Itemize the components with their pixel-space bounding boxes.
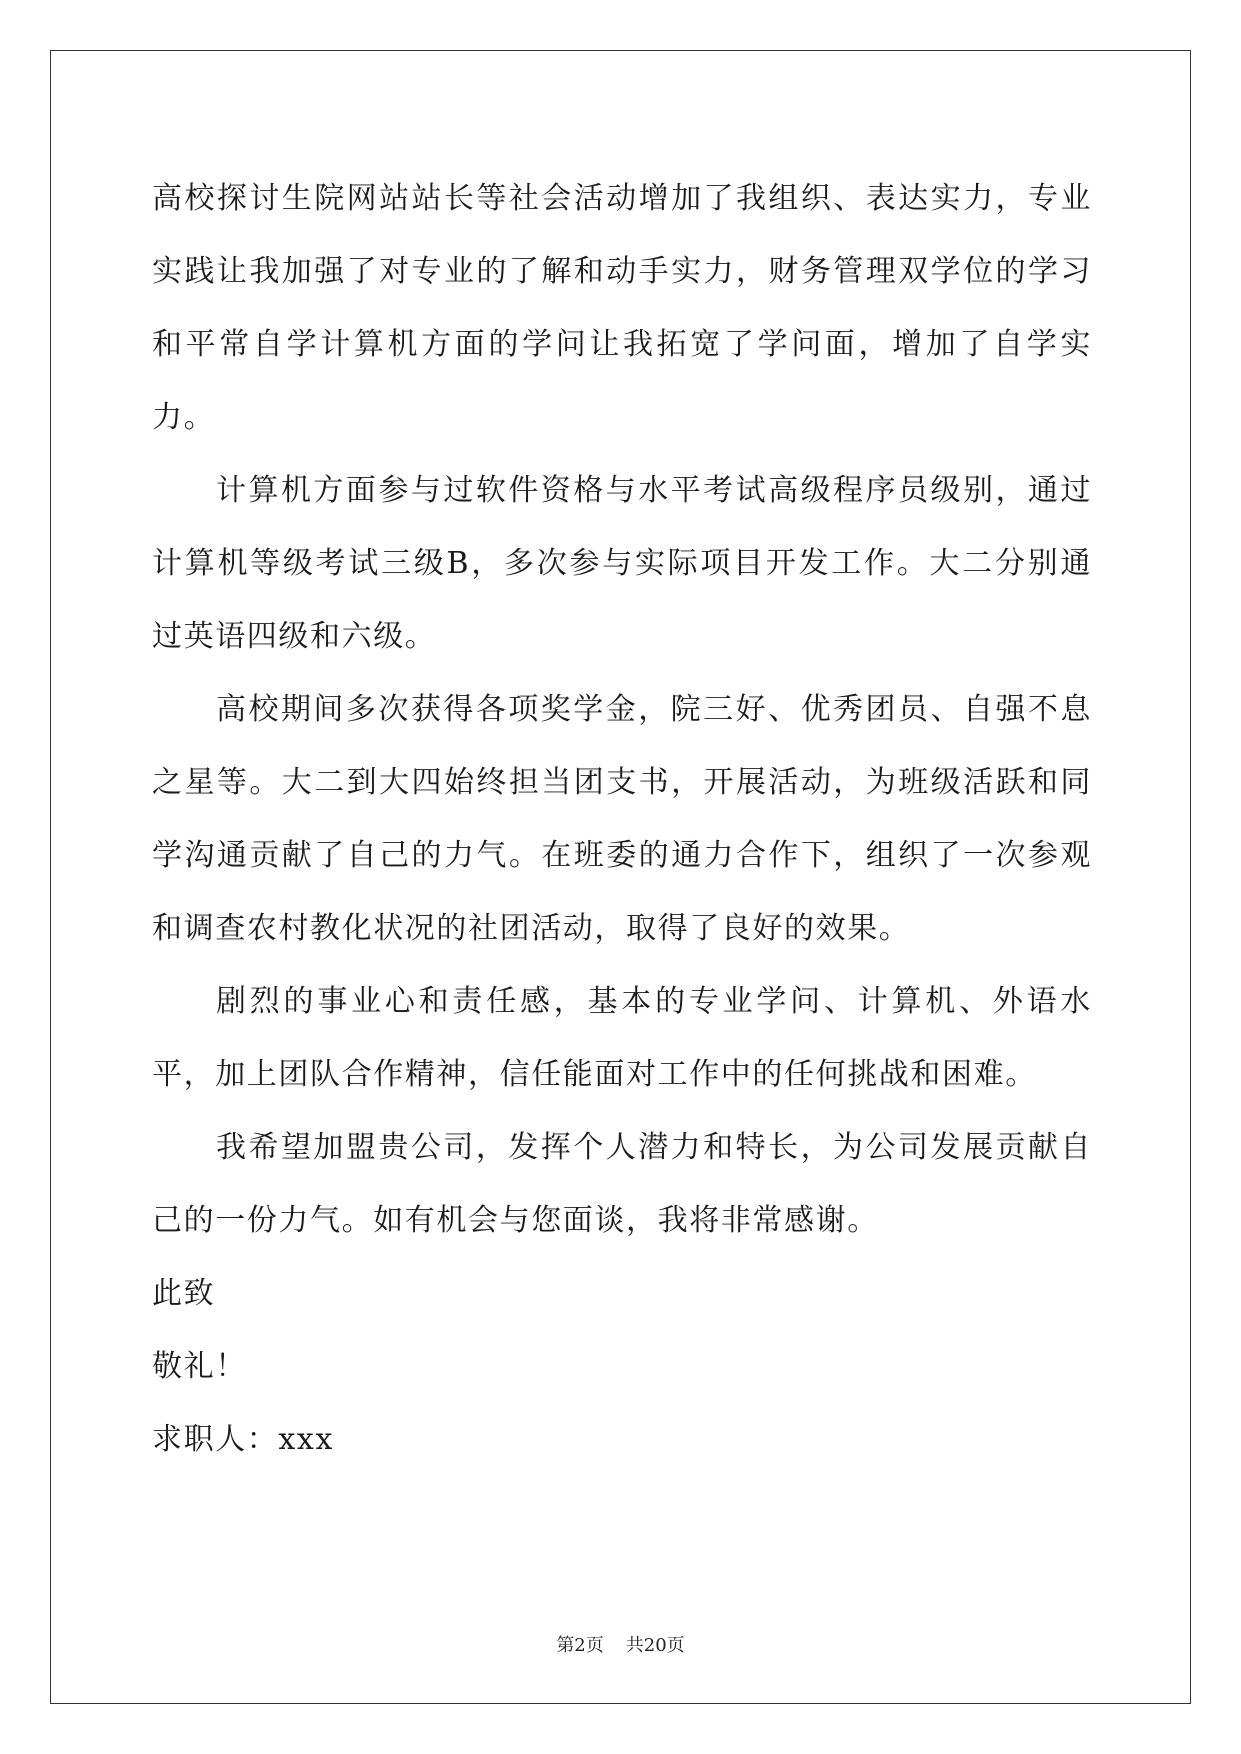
page-number: 第2页	[556, 1635, 604, 1656]
page-total: 共20页	[625, 1635, 685, 1656]
salutation-jingli: 敬礼！	[152, 1349, 247, 1384]
paragraph-awards: 高校期间多次获得各项奖学金，院三好、优秀团员、自强不息之星等。大二到大四始终担当团支书，开展活动，为班级活跃和同学沟通贡献了自己的力气。在班委的通力合作下，组织了一次参观和调查农村教化状况的社团活动，取得了良好的效果。	[152, 692, 1092, 946]
salutation-cizhi: 此致	[152, 1276, 216, 1311]
paragraph-closing-wish: 我希望加盟贵公司，发挥个人潜力和特长，为公司发展贡献自己的一份力气。如有机会与您面谈，我将非常感谢。	[152, 1130, 1092, 1238]
document-body	[152, 162, 1092, 1476]
applicant-signature: 求职人：xxx	[152, 1422, 334, 1457]
page-footer	[0, 1634, 1241, 1658]
paragraph-qualities: 剧烈的事业心和责任感，基本的专业学问、计算机、外语水平，加上团队合作精神，信任能面对工作中的任何挑战和困难。	[152, 984, 1092, 1092]
paragraph-computer-skills: 计算机方面参与过软件资格与水平考试高级程序员级别，通过计算机等级考试三级B，多次参与实际项目开发工作。大二分别通过英语四级和六级。	[152, 473, 1092, 654]
paragraph-activities: 高校探讨生院网站站长等社会活动增加了我组织、表达实力，专业实践让我加强了对专业的了解和动手实力，财务管理双学位的学习和平常自学计算机方面的学问让我拓宽了学问面，增加了自学实力。	[152, 181, 1092, 435]
